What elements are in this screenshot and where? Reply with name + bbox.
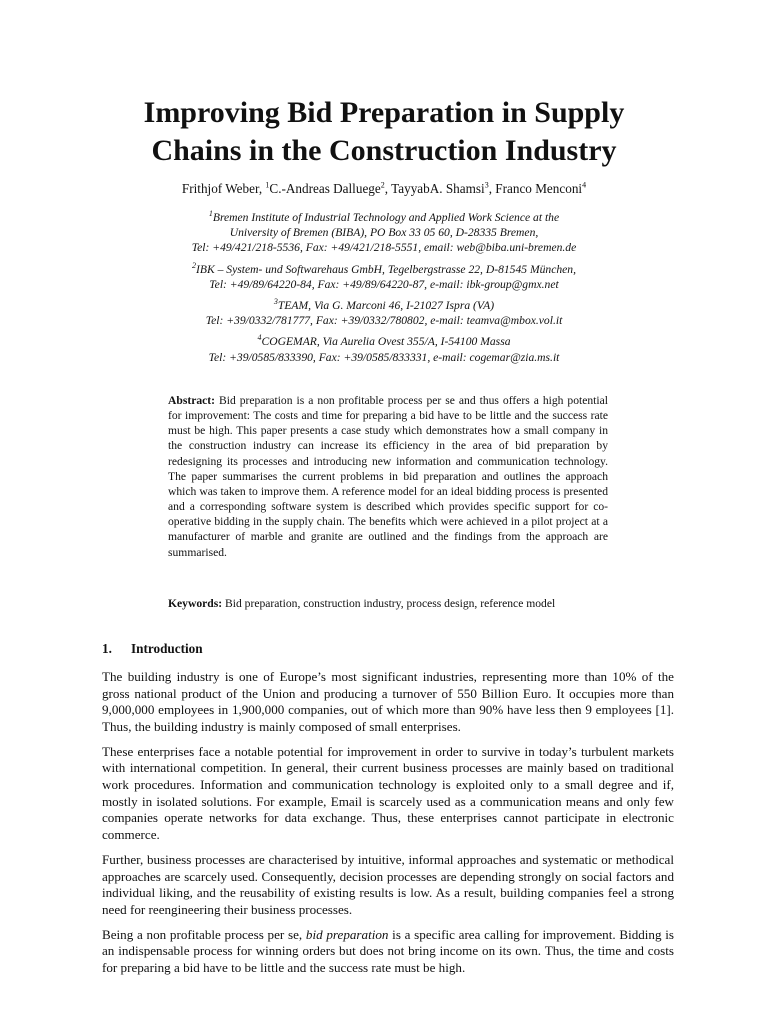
affiliation-4-line-2: Tel: +39/0585/833390, Fax: +39/0585/833331, e-mail: cogemar@zia.ms.it (208, 350, 560, 364)
keywords (168, 596, 608, 611)
section-title: Introduction (131, 641, 203, 656)
affiliation-2-line-1: IBK – System- und Softwarehaus GmbH, Tegelbergstrasse 22, D-81545 München, (196, 262, 576, 276)
affiliation-1 (80, 210, 688, 256)
paragraph-1: The building industry is one of Europe’s most significant industries, representing more than 10% of the gross national product of the Union and producing a turnover of 550 Billion Euro. It occupies more than 9,000,000 employees in 1,900,000 companies, out of which more than 90% have less then 9 employees [1]. Thus, the building industry is mainly composed of small enterprises. (102, 669, 674, 734)
body-text (102, 669, 674, 985)
section-number: 1. (102, 641, 112, 656)
paragraph-4-pre: Being a non profitable process per se, (102, 926, 306, 942)
affiliation-1-line-2: University of Bremen (BIBA), PO Box 33 05 60, D-28335 Bremen, (229, 226, 539, 240)
keywords-label: Keywords: (168, 597, 223, 610)
affiliation-4-sup: 4 (257, 333, 262, 343)
affiliation-3-line-1: TEAM, Via G. Marconi 46, I-21027 Ispra (VA) (277, 299, 495, 313)
title-line-2: Chains in the Construction Industry (151, 134, 617, 167)
author-4: Franco Menconi (495, 181, 583, 196)
affiliation-3-sup: 3 (273, 297, 278, 307)
affiliation-3 (80, 298, 688, 328)
abstract (168, 393, 608, 560)
affiliation-3-line-2: Tel: +39/0332/781777, Fax: +39/0332/780802, e-mail: teamva@mbox.vol.it (205, 314, 563, 328)
affiliation-1-line-1: Bremen Institute of Industrial Technology and Applied Work Science at the (212, 211, 560, 224)
affiliation-4-line-1: COGEMAR, Via Aurelia Ovest 355/A, I-54100 Massa (261, 335, 511, 349)
author-4-sup: 4 (582, 180, 587, 190)
author-2: C.-Andreas Dalluege (269, 181, 381, 196)
author-list (80, 180, 688, 197)
paper-title (80, 94, 688, 170)
author-3-sup: 3 (484, 180, 489, 190)
affiliation-4 (80, 334, 688, 364)
author-2-sup: 2 (380, 180, 385, 190)
affiliation-1-sup: 1 (208, 209, 213, 219)
paragraph-3: Further, business processes are characterised by intuitive, informal approaches and systematic or methodical approaches are scarcely used. Consequently, decision processes are depending strongly on social factors and individual liking, and the reusability of existing results is low. As a result, building companies feel a strong need for reengineering their business processes. (102, 851, 674, 917)
paragraph-4 (102, 927, 674, 977)
paragraph-2: These enterprises face a notable potential for improvement in order to survive in today’s turbulent markets with international competition. In general, their current business processes are mainly based on traditional work procedures. Information and communication technology is exploited only to a small degree and if, mostly in isolated solutions. For example, Email is scarcely used as a communication means and only few companies operate networks for data exchange. Thus, these enterprises cannot participate in electronic commerce. (102, 743, 674, 842)
author-sep-4: , (488, 181, 496, 196)
author-sep-3: , (384, 181, 392, 196)
author-3: TayyabA. Shamsi (391, 181, 485, 196)
paragraph-4-emphasis: bid preparation (305, 926, 389, 942)
keywords-text: Bid preparation, construction industry, process design, reference model (222, 597, 556, 610)
section-heading (102, 640, 203, 657)
affiliation-2-line-2: Tel: +49/89/64220-84, Fax: +49/89/64220-87, e-mail: ibk-group@gmx.net (209, 277, 559, 291)
affiliations (80, 210, 688, 371)
paragraph-4-post: is a specific area calling for improvement. Bidding is an indispensable process for winning orders but does not bring income on its own. Thus, the time and costs for preparing a bid have to be little and the success rate must be high. (102, 926, 674, 975)
abstract-text: Bid preparation is a non profitable process per se and thus offers a high potential for improvement: The costs and time for preparing a bid have to be little and the success rate must be high. This paper presents a case study which demonstrates how a small company in the construction industry can increase its efficiency in the area of bid preparation by redesigning its processes and introducing new information and communication technology. The paper summarises the current problems in bid preparation and outlines the approach which was taken to improve them. A reference model for an ideal bidding process is presented and a corresponding software system is described which provides specific support for co-operative bidding in the supply chain. The benefits which were achieved in a pilot project at a manufacturer of marble and granite are outlined and the findings from the approach are summarised. (168, 394, 608, 559)
abstract-label: Abstract: (168, 394, 216, 407)
author-2-affil-mark: 1 (265, 180, 270, 190)
affiliation-2-sup: 2 (192, 260, 196, 270)
affiliation-1-line-3: Tel: +49/421/218-5536, Fax: +49/421/218-5551, email: web@biba.uni-bremen.de (191, 241, 577, 255)
title-line-1: Improving Bid Preparation in Supply (143, 96, 625, 129)
author-1: Frithjof Weber, (181, 181, 266, 196)
affiliation-2 (80, 262, 688, 292)
